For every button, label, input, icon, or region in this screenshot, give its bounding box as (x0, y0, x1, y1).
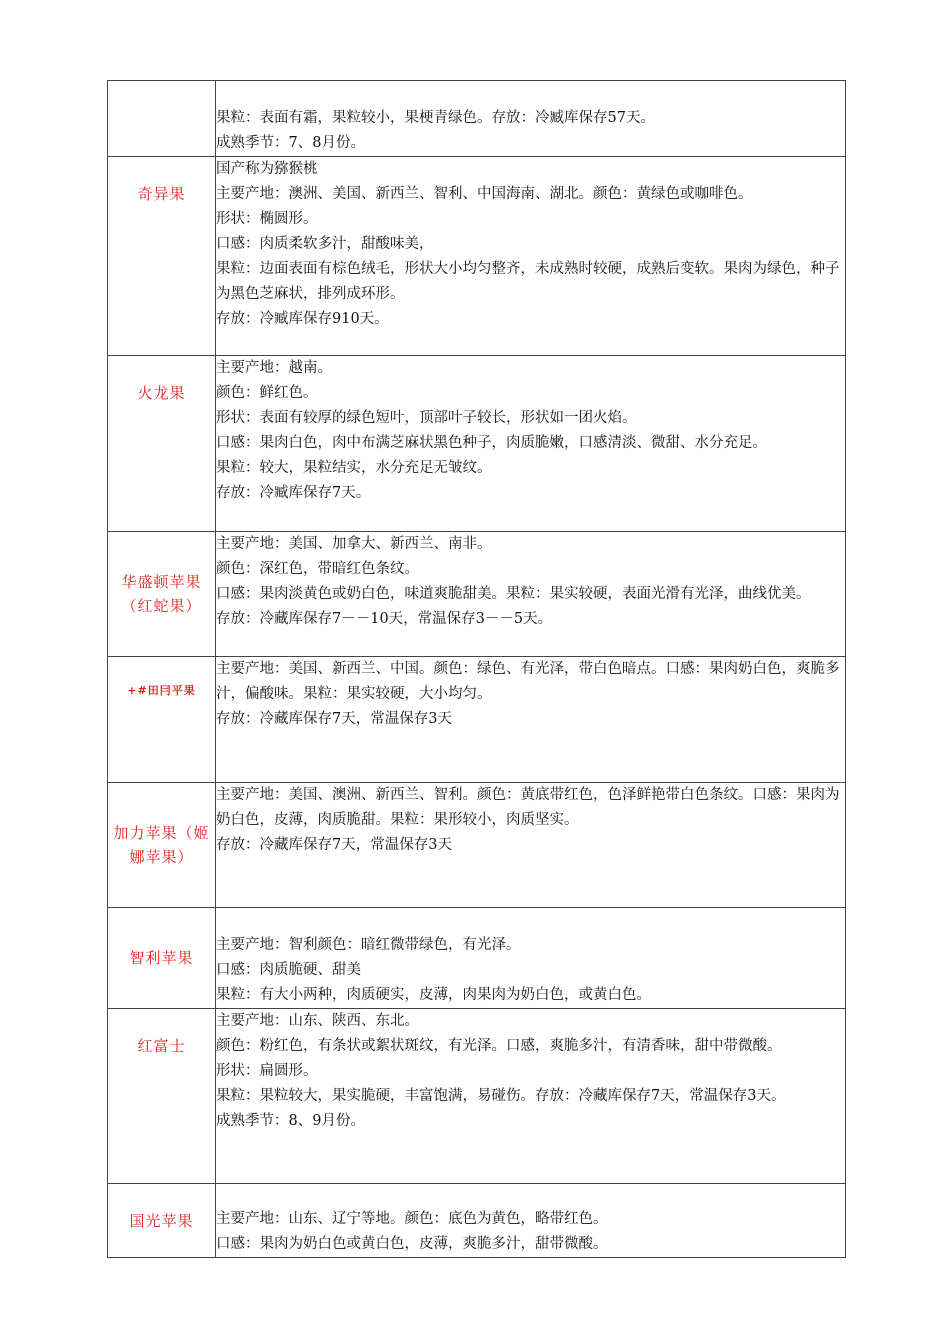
description-line: 形状：椭圆形。 (216, 211, 318, 227)
table-row (108, 908, 846, 1009)
fruit-name: 华盛顿苹果（红蛇果） (108, 532, 216, 657)
fruit-name: 奇异果 (108, 157, 216, 356)
fruit-name (108, 81, 216, 157)
fruit-description (216, 356, 846, 532)
description-line: 果粒：表面有霜，果粒较小，果梗青绿色。存放：冷臧库保存57天。 (216, 110, 655, 126)
description-line: 颜色：深红色，带暗红色条纹。 (216, 561, 419, 577)
description-line: 主要产地：山东、陕西、东北。 (216, 1013, 419, 1029)
fruit-description (216, 532, 846, 657)
fruit-description (216, 1184, 846, 1258)
table-row (108, 532, 846, 657)
table-row (108, 1184, 846, 1258)
fruit-description (216, 783, 846, 908)
fruit-description (216, 1009, 846, 1184)
fruit-name: 红富士 (108, 1009, 216, 1184)
description-line: 主要产地：山东、辽宁等地。颜色：底色为黄色，略带红色。 (216, 1211, 608, 1227)
fruit-name: 智利苹果 (108, 908, 216, 1009)
description-line: 口感：肉质脆硬、甜美 (216, 962, 361, 978)
table-row (108, 1009, 846, 1184)
description-line: 颜色：鲜红色。 (216, 385, 318, 401)
description-line: 存放：冷藏库保存7天，常温保存3天 (216, 837, 452, 853)
description-line: 口感：果肉白色，肉中布满芝麻状黑色种子，肉质脆嫩，口感清淡、微甜、水分充足。 (216, 435, 767, 451)
fruit-name: 加力苹果（姬娜苹果） (108, 783, 216, 908)
table-row (108, 81, 846, 157)
fruit-name: 火龙果 (108, 356, 216, 532)
fruit-description (216, 81, 846, 157)
table-row (108, 783, 846, 908)
description-line: 国产称为猕猴桃 (216, 161, 318, 177)
fruit-name: +#田冃平果 (108, 657, 216, 783)
description-line: 口感：果肉为奶白色或黄白色，皮薄，爽脆多汁，甜带微酸。 (216, 1236, 608, 1252)
fruit-name: 国光苹果 (108, 1184, 216, 1258)
description-line: 存放：冷臧库保存7天。 (216, 485, 371, 501)
description-line: 存放：冷藏库保存7天，常温保存3天 (216, 711, 452, 727)
description-line: 主要产地：澳洲、美国、新西兰、智利、中国海南、湖北。颜色：黄绿色或咖啡色。 (216, 186, 753, 202)
description-line: 果粒：较大，果粒结实，水分充足无皱纹。 (216, 460, 492, 476)
description-line: 主要产地：美国、加拿大、新西兰、南非。 (216, 536, 492, 552)
description-line: 颜色：粉红色，有条状或絮状斑纹，有光泽。口感，爽脆多汁，有清香味，甜中带微酸。 (216, 1038, 782, 1054)
description-line: 主要产地：智利颜色：暗红微带绿色，有光泽。 (216, 937, 521, 953)
fruit-table (107, 80, 846, 1258)
description-line: 口感：肉质柔软多汁，甜酸味美， (216, 236, 434, 252)
description-line: 存放：冷臧库保存910天。 (216, 311, 389, 327)
description-line: 形状：表面有较厚的绿色短叶，顶部叶子较长，形状如一团火焰。 (216, 410, 637, 426)
description-line: 存放：冷藏库保存7－－10天，常温保存3－－5天。 (216, 611, 553, 627)
description-line: 果粒：边面表面有棕色绒毛，形状大小均匀整齐，未成熟时较硬，成熟后变软。果肉为绿色，种子为黑色芝麻状，排列成环形。 (216, 261, 840, 302)
description-line: 成熟季节：7、8月份。 (216, 135, 365, 151)
description-line: 主要产地：越南。 (216, 360, 332, 376)
table-row (108, 657, 846, 783)
description-line: 成熟季节：8、9月份。 (216, 1113, 365, 1129)
description-line: 口感：果肉淡黄色或奶白色，味道爽脆甜美。果粒：果实较硬，表面光滑有光泽，曲线优美。 (216, 586, 811, 602)
fruit-description (216, 157, 846, 356)
table-row (108, 356, 846, 532)
description-line: 果粒：果粒较大，果实脆硬，丰富饱满，易碰伤。存放：冷藏库保存7天，常温保存3天。 (216, 1088, 786, 1104)
description-line: 形状：扁圆形。 (216, 1063, 318, 1079)
description-line: 主要产地：美国、澳洲、新西兰、智利。颜色：黄底带红色，色泽鲜艳带白色条纹。口感：果肉为奶白色，皮薄，肉质脆甜。果粒：果形较小，肉质坚实。 (216, 787, 840, 828)
fruit-description (216, 908, 846, 1009)
description-line: 主要产地：美国、新西兰、中国。颜色：绿色、有光泽，带白色暗点。口感：果肉奶白色，爽脆多汁，偏酸味。果粒：果实较硬，大小均匀。 (216, 661, 840, 702)
description-line: 果粒：有大小两种，肉质硬实，皮薄，肉果肉为奶白色，或黄白色。 (216, 987, 651, 1003)
table-row (108, 157, 846, 356)
fruit-description (216, 657, 846, 783)
